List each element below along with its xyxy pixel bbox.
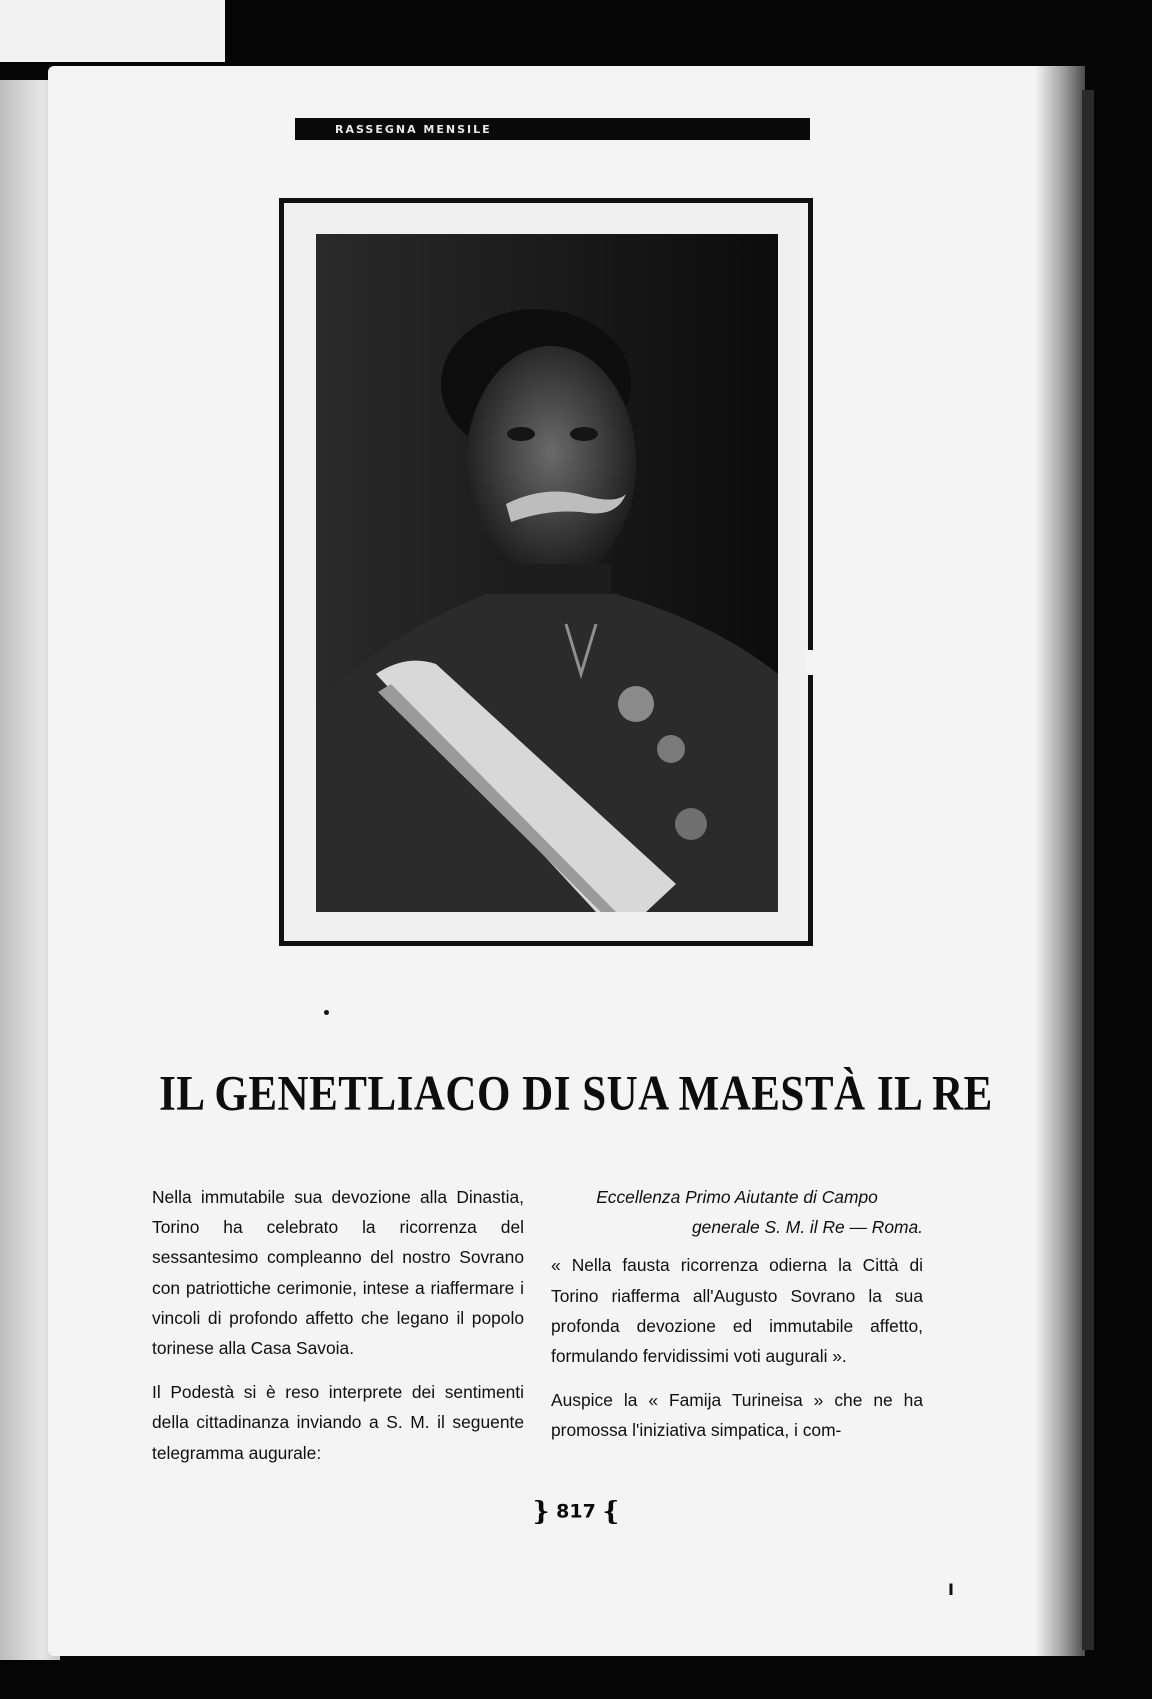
right-column (551, 1182, 923, 1460)
brace-left: } (532, 1497, 550, 1527)
stray-mark: I (948, 1580, 954, 1599)
scan-border (0, 0, 225, 62)
spacer (551, 1242, 923, 1250)
masthead-text: RASSEGNA MENSILE (335, 122, 492, 136)
portrait-photo-icon (316, 234, 778, 912)
page-number (0, 1497, 1152, 1527)
telegram-text: « Nella fausta ricorrenza odierna la Città di Torino riafferma all'Augusto Sovrano la sua profonda devozione ed immutabile affetto, formulando fervidissimi voti augurali ». (551, 1255, 923, 1367)
article-title: IL GENETLIACO DI SUA MAESTÀ IL RE (159, 1067, 993, 1122)
frame-gap (805, 650, 815, 675)
left-paragraph-2: Il Podestà si è reso interprete dei sentimenti della cittadinanza inviando a S. M. il seguente telegramma augurale: (152, 1382, 524, 1463)
left-column (152, 1182, 524, 1482)
page-gutter-shadow (1035, 66, 1085, 1656)
page-number-value: 817 (556, 1500, 596, 1523)
telegram-salutation-line2: generale S. M. il Re — Roma. (692, 1217, 923, 1238)
left-paragraph-1: Nella immutabile sua devozione alla Dinastia, Torino ha celebrato la ricorrenza del sessantesimo compleanno del nostro Sovrano con patriottiche cerimonie, intese a riaffermare i vincoli di profondo affetto che legano il popolo torinese alla Casa Savoia. (152, 1187, 524, 1359)
right-paragraph-continuation: Auspice la « Famija Turineisa » che ne ha promossa l'iniziativa simpatica, i com- (551, 1390, 923, 1441)
ink-dot (324, 1010, 329, 1015)
brace-right: { (602, 1497, 620, 1527)
portrait-photo (316, 234, 778, 912)
masthead-banner (295, 118, 810, 140)
telegram-salutation-line1: Eccellenza Primo Aiutante di Campo (596, 1187, 878, 1207)
page-right-edge (1082, 90, 1094, 1650)
